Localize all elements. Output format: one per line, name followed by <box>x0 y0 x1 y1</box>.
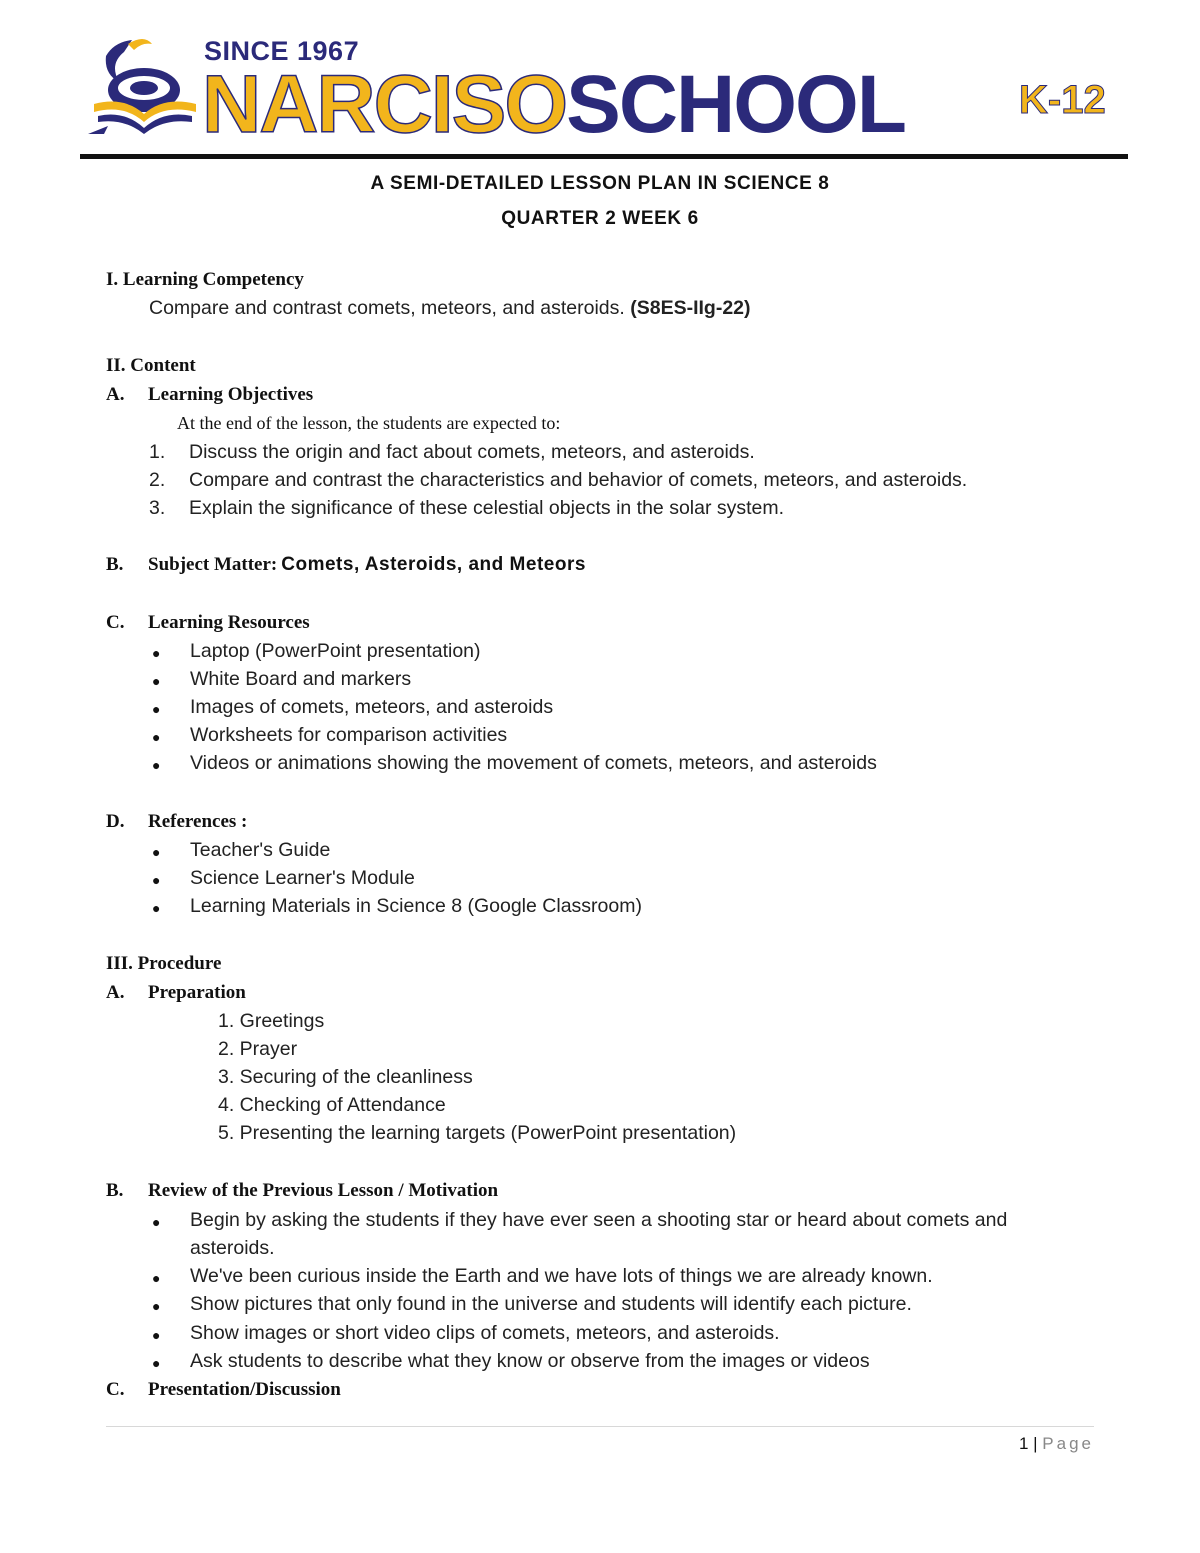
competency-code: (S8ES-IIg-22) <box>630 297 751 319</box>
objectives-intro: At the end of the lesson, the students are expected to: <box>177 413 561 433</box>
list-item: Worksheets for comparison activities <box>190 724 508 746</box>
list-item: Videos or animations showing the movement of comets, meteors, and asteroids <box>190 752 877 774</box>
bullet-icon: ● <box>152 757 161 773</box>
objective-text: Compare and contrast the characteristics and behavior of comets, meteors, and asteroids. <box>189 469 968 491</box>
objectives-letter: A. <box>106 384 125 405</box>
resources-letter: C. <box>106 612 125 633</box>
owl-book-emblem-icon <box>84 34 204 144</box>
objective-number: 2. <box>149 469 166 491</box>
objectives-heading <box>106 384 313 406</box>
list-item: 2. Prayer <box>218 1038 298 1060</box>
objective-number: 1. <box>149 441 166 463</box>
page-label: Page <box>1042 1434 1094 1453</box>
competency-statement: Compare and contrast comets, meteors, and asteroids. <box>149 297 625 319</box>
list-item: 5. Presenting the learning targets (PowerPoint presentation) <box>218 1122 737 1144</box>
list-item: Teacher's Guide <box>190 839 331 861</box>
footer-divider <box>106 1426 1094 1427</box>
bullet-icon: ● <box>152 844 161 860</box>
list-item <box>149 497 784 520</box>
list-item: 1. Greetings <box>218 1010 325 1032</box>
bullet-icon: ● <box>152 673 161 689</box>
objective-number: 3. <box>149 497 166 519</box>
objective-text: Discuss the origin and fact about comets, meteors, and asteroids. <box>189 441 755 463</box>
review-title: Review of the Previous Lesson / Motivation <box>148 1180 499 1201</box>
references-heading <box>106 811 247 833</box>
bullet-icon: ● <box>152 1270 161 1286</box>
review-heading <box>106 1180 498 1202</box>
bullet-icon: ● <box>152 645 161 661</box>
bullet-icon: ● <box>152 729 161 745</box>
list-item <box>149 441 755 464</box>
header-divider <box>80 154 1128 159</box>
preparation-heading <box>106 982 246 1004</box>
preparation-letter: A. <box>106 982 125 1003</box>
page-separator: | <box>1033 1434 1038 1453</box>
since-label: SINCE 1967 <box>204 36 360 66</box>
references-title: References : <box>148 811 248 832</box>
list-item <box>149 469 967 492</box>
bullet-icon: ● <box>152 872 161 888</box>
page-footer <box>1019 1434 1094 1454</box>
references-letter: D. <box>106 811 125 832</box>
brand-name-part1: NARCISO <box>202 59 567 150</box>
content-heading: II. Content <box>106 355 196 376</box>
presentation-heading <box>106 1379 341 1401</box>
list-item: Show pictures that only found in the universe and students will identify each picture. <box>190 1293 912 1315</box>
competency-heading: I. Learning Competency <box>106 269 304 290</box>
presentation-letter: C. <box>106 1379 125 1400</box>
bullet-icon: ● <box>152 701 161 717</box>
presentation-title: Presentation/Discussion <box>148 1379 341 1400</box>
document-title: A SEMI-DETAILED LESSON PLAN IN SCIENCE 8 <box>370 173 830 194</box>
list-item: We've been curious inside the Earth and we have lots of things we are already known. <box>190 1265 933 1287</box>
resources-title: Learning Resources <box>148 612 310 633</box>
bullet-icon: ● <box>152 900 161 916</box>
review-letter: B. <box>106 1180 124 1201</box>
list-item: Laptop (PowerPoint presentation) <box>190 640 481 662</box>
bullet-icon: ● <box>152 1327 161 1343</box>
subject-value: Comets, Asteroids, and Meteors <box>281 554 586 575</box>
list-item: Ask students to describe what they know or observe from the images or videos <box>190 1350 870 1372</box>
brand-name-part2: SCHOOL <box>566 59 905 150</box>
bullet-icon: ● <box>152 1214 161 1230</box>
subject-letter: B. <box>106 554 124 575</box>
list-item: Science Learner's Module <box>190 867 415 889</box>
grade-label: K-12 <box>1019 78 1106 122</box>
brand-name <box>202 59 905 150</box>
list-item: Show images or short video clips of comets, meteors, and asteroids. <box>190 1322 780 1344</box>
list-item: 3. Securing of the cleanliness <box>218 1066 473 1088</box>
competency-text <box>149 297 751 320</box>
subject-matter <box>106 554 586 576</box>
bullet-icon: ● <box>152 1298 161 1314</box>
list-item: Learning Materials in Science 8 (Google Classroom) <box>190 895 642 917</box>
document-subtitle: QUARTER 2 WEEK 6 <box>501 208 699 229</box>
page-number: 1 <box>1018 1434 1029 1453</box>
list-item: 4. Checking of Attendance <box>218 1094 446 1116</box>
subject-label: Subject Matter: <box>148 554 278 575</box>
list-item: Begin by asking the students if they have ever seen a shooting star or heard about comets and <box>190 1209 1008 1231</box>
school-logo <box>84 34 1124 150</box>
objective-text: Explain the significance of these celestial objects in the solar system. <box>189 497 785 519</box>
resources-heading <box>106 612 310 634</box>
list-item: Images of comets, meteors, and asteroids <box>190 696 554 718</box>
preparation-title: Preparation <box>148 982 246 1003</box>
list-item: White Board and markers <box>190 668 412 690</box>
objectives-title: Learning Objectives <box>148 384 314 405</box>
procedure-heading: III. Procedure <box>106 953 222 974</box>
bullet-icon: ● <box>152 1355 161 1371</box>
list-item-continuation: asteroids. <box>190 1237 275 1259</box>
